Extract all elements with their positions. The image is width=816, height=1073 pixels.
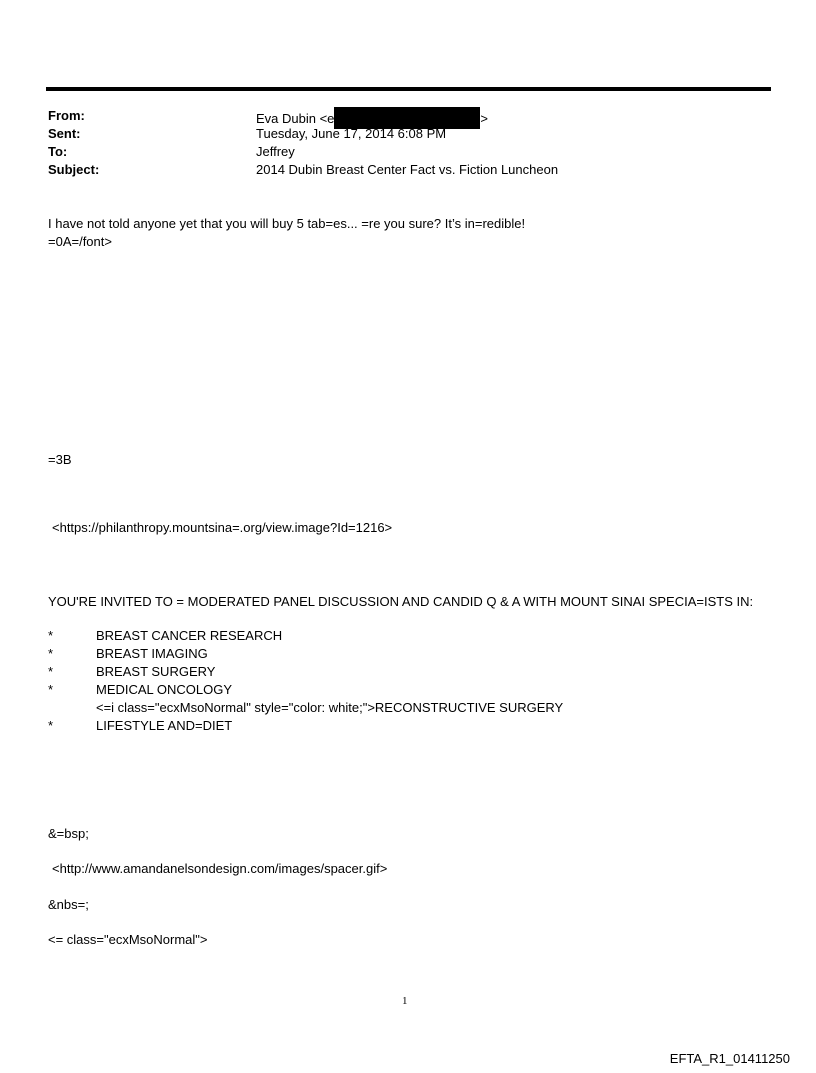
bullet: * [48, 682, 54, 697]
bullet: * [48, 646, 54, 661]
list-item: BREAST CANCER RESEARCH [96, 628, 283, 643]
from-tail: > [480, 111, 489, 126]
body-line: =0A=/font> [48, 234, 112, 249]
list-item: BREAST IMAGING [96, 646, 208, 661]
from-label: From: [48, 108, 85, 123]
bullet: * [48, 628, 54, 643]
subject-value: 2014 Dubin Breast Center Fact vs. Fiction Luncheon [256, 162, 559, 177]
image-link: <https://philanthropy.mountsina=.org/view.image?Id=1216> [52, 520, 393, 535]
bullet: * [48, 664, 54, 679]
body-line: =3B [48, 452, 72, 467]
to-value: Jeffrey [256, 144, 295, 159]
sent-label: Sent: [48, 126, 81, 141]
spacer-link: <http://www.amandanelsondesign.com/images/spacer.gif> [52, 861, 388, 876]
list-item: BREAST SURGERY [96, 664, 216, 679]
body-line: <= class="ecxMsoNormal"> [48, 932, 208, 947]
list-item: MEDICAL ONCOLOGY [96, 682, 233, 697]
body-line: &=bsp; [48, 826, 89, 841]
subject-label: Subject: [48, 162, 100, 177]
sent-value: Tuesday, June 17, 2014 6:08 PM [256, 126, 447, 141]
from-name: Eva Dubin <e [256, 111, 335, 126]
to-label: To: [48, 144, 68, 159]
bullet: * [48, 718, 54, 733]
body-line: &nbs=; [48, 897, 89, 912]
list-item: <=i class="ecxMsoNormal" style="color: white;">RECONSTRUCTIVE SURGERY [96, 700, 564, 715]
page-number: 1 [402, 995, 408, 1007]
invite-text: YOU'RE INVITED TO = MODERATED PANEL DISCUSSION AND CANDID Q & A WITH MOUNT SINAI SPECIA=ISTS IN: [48, 594, 754, 609]
body-line: I have not told anyone yet that you will buy 5 tab=es... =re you sure? It’s in=redible! [48, 216, 526, 231]
list-item: LIFESTYLE AND=DIET [96, 718, 233, 733]
bates-number: EFTA_R1_01411250 [669, 1051, 790, 1066]
header-rule [46, 87, 771, 91]
